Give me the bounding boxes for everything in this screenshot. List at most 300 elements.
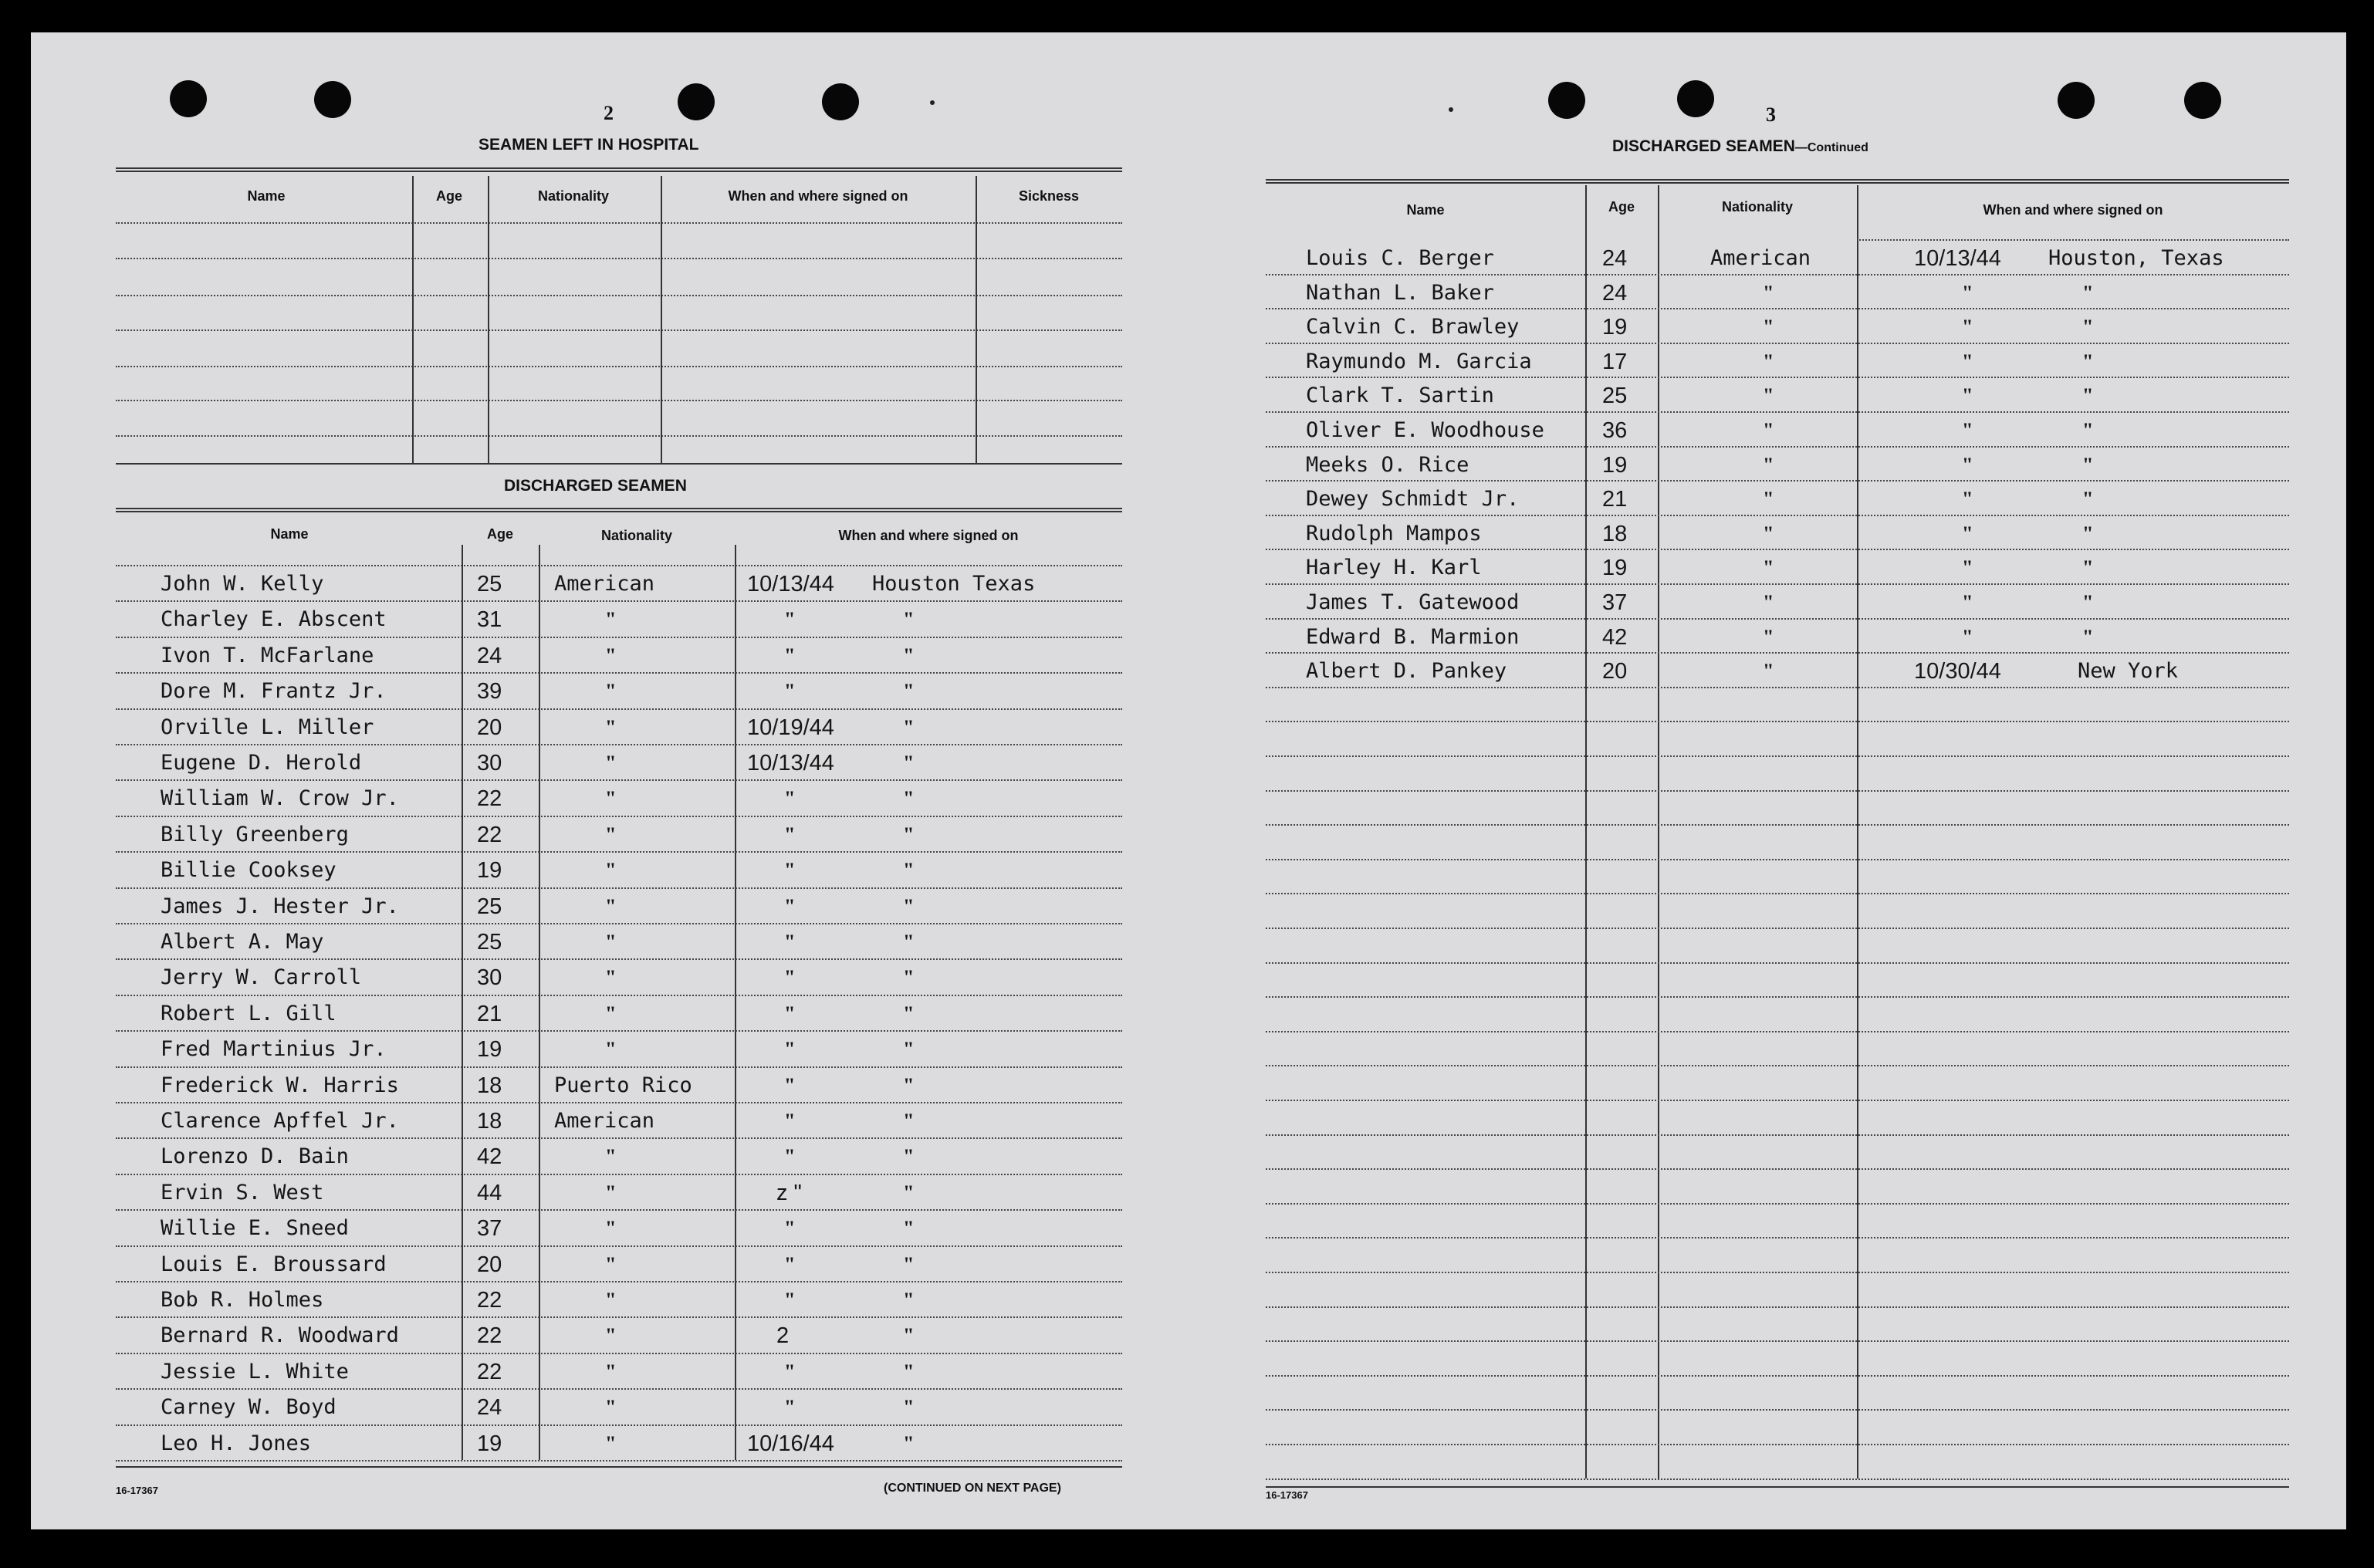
- signed-on-date: ": [784, 1002, 796, 1025]
- signed-on-date: 10/13/44: [747, 751, 834, 776]
- signed-on-place: Houston, Texas: [2048, 246, 2224, 270]
- table-row: [31, 672, 1127, 708]
- signed-on-place: ": [2082, 281, 2094, 304]
- seaman-name: William W. Crow Jr.: [161, 786, 399, 811]
- hospital-col-age: Age: [435, 188, 462, 204]
- table-row-line: [1266, 790, 2289, 792]
- signed-on-place: ": [903, 680, 915, 703]
- seaman-name: Charley E. Abscent: [161, 607, 387, 632]
- signed-on-date: ": [784, 1396, 796, 1419]
- seaman-name: James J. Hester Jr.: [161, 894, 399, 918]
- table-row: [31, 995, 1127, 1030]
- discharged-col-age: Age: [486, 526, 513, 542]
- table-row-line: [1266, 1306, 2289, 1308]
- punch-hole: [170, 80, 207, 117]
- seaman-nationality: ": [605, 823, 617, 846]
- seaman-name: Bernard R. Woodward: [161, 1323, 399, 1348]
- seaman-nationality: ": [605, 1002, 617, 1025]
- seaman-nationality: ": [605, 1038, 617, 1061]
- signed-on-place: ": [903, 787, 915, 810]
- seaman-nationality: American: [554, 1109, 655, 1133]
- table-row-line: [116, 1460, 1122, 1462]
- table-row-line: [1266, 1444, 2289, 1445]
- signed-on-date: z ": [776, 1180, 802, 1205]
- table-row-line: [116, 222, 1122, 224]
- signed-on-place: ": [903, 1038, 915, 1061]
- signed-on-place: ": [903, 859, 915, 882]
- signed-on-place: ": [2082, 591, 2094, 613]
- signed-on-date: ": [784, 1252, 796, 1276]
- table-row: [31, 779, 1127, 815]
- seaman-nationality: ": [605, 859, 617, 882]
- seaman-age: 24: [1602, 246, 1628, 271]
- punch-hole: [822, 83, 859, 120]
- signed-on-place: ": [903, 644, 915, 667]
- signed-on-date: ": [784, 859, 796, 882]
- seaman-name: Eugene D. Herold: [161, 751, 362, 775]
- seaman-name: Ervin S. West: [161, 1180, 324, 1205]
- left-page: [31, 32, 1204, 1529]
- signed-on-place: ": [903, 1324, 915, 1347]
- signed-on-place: ": [903, 1073, 915, 1097]
- continued-title: [1612, 137, 1868, 156]
- seaman-nationality: ": [1763, 453, 1774, 476]
- seaman-nationality: ": [1763, 522, 1774, 545]
- table-row-line: [1266, 1168, 2289, 1170]
- seaman-age: 36: [1602, 418, 1628, 443]
- signed-on-date: ": [1962, 384, 1973, 407]
- table-row-line: [1266, 1272, 2289, 1273]
- seaman-age: 19: [1602, 556, 1628, 581]
- seaman-name: Bob R. Holmes: [161, 1288, 324, 1312]
- punch-hole: [1548, 82, 1585, 119]
- discharged-col-name: Name: [270, 526, 309, 542]
- seaman-age: 18: [477, 1109, 502, 1134]
- column-divider: [488, 176, 489, 465]
- signed-on-place: ": [903, 1002, 915, 1025]
- signed-on-place: Houston Texas: [872, 572, 1036, 596]
- table-row: [31, 923, 1127, 958]
- seaman-nationality: ": [1763, 660, 1774, 683]
- seaman-age: 22: [477, 1288, 502, 1313]
- table-row-line: [1266, 962, 2289, 964]
- seaman-name: Jerry W. Carroll: [161, 965, 362, 990]
- seaman-age: 22: [477, 786, 502, 812]
- table-row: [31, 887, 1127, 923]
- signed-on-date: ": [1962, 625, 1973, 648]
- signed-on-place: ": [903, 894, 915, 917]
- table-row-line: [1266, 1065, 2289, 1066]
- seaman-nationality: ": [1763, 384, 1774, 407]
- signed-on-date: ": [784, 644, 796, 667]
- seaman-name: Louis C. Berger: [1306, 246, 1494, 270]
- seaman-nationality: ": [1763, 350, 1774, 373]
- table-row: [31, 816, 1127, 851]
- seaman-nationality: ": [605, 608, 617, 631]
- seaman-age: 44: [477, 1180, 502, 1205]
- table-row-line: [1266, 1100, 2289, 1101]
- seaman-nationality: ": [1763, 419, 1774, 441]
- signed-on-place: ": [2082, 556, 2094, 580]
- seaman-name: Oliver E. Woodhouse: [1306, 418, 1544, 442]
- table-row-line: [116, 258, 1122, 259]
- table-row: [31, 1353, 1127, 1388]
- table-row: [31, 958, 1127, 994]
- column-divider: [976, 176, 977, 465]
- table-row-line: [1266, 1203, 2289, 1205]
- seaman-name: Ivon T. McFarlane: [161, 643, 374, 667]
- table-row: [1204, 652, 2300, 687]
- signed-on-date: ": [784, 931, 796, 953]
- seaman-nationality: ": [605, 1396, 617, 1419]
- signed-on-place: ": [903, 752, 915, 774]
- form-number: 16-17367: [1266, 1489, 1308, 1501]
- seaman-nationality: ": [1763, 281, 1774, 304]
- table-row-line: [1266, 893, 2289, 894]
- signed-on-date: ": [784, 1217, 796, 1240]
- signed-on-place: ": [903, 1110, 915, 1132]
- seaman-nationality: ": [605, 1145, 617, 1168]
- seaman-nationality: ": [605, 931, 617, 953]
- signed-on-date: ": [1962, 453, 1973, 476]
- signed-on-date: ": [784, 680, 796, 703]
- seaman-age: 30: [477, 751, 502, 776]
- signed-on-date: ": [784, 1145, 796, 1168]
- seaman-age: 39: [477, 679, 502, 705]
- seaman-age: 25: [477, 930, 502, 955]
- signed-on-date: 10/13/44: [747, 572, 834, 596]
- table-row-line: [1266, 1134, 2289, 1136]
- table-row: [31, 1174, 1127, 1209]
- signed-on-place: ": [903, 1181, 915, 1204]
- seaman-age: 17: [1602, 349, 1628, 374]
- signed-on-date: ": [1962, 591, 1973, 613]
- right-col-signed-on: When and where signed on: [1983, 202, 2163, 218]
- signed-on-date: 2: [776, 1323, 790, 1349]
- seaman-nationality: ": [1763, 488, 1774, 511]
- seaman-name: Meeks O. Rice: [1306, 452, 1469, 477]
- seaman-name: Albert A. May: [161, 930, 324, 954]
- column-divider: [661, 176, 662, 465]
- hospital-top-rule: [116, 167, 1122, 172]
- seaman-name: Billie Cooksey: [161, 858, 336, 883]
- seaman-name: Orville L. Miller: [161, 715, 374, 739]
- table-bottom-rule: [1266, 1486, 2289, 1488]
- table-row: [1204, 274, 2300, 309]
- seaman-name: Fred Martinius Jr.: [161, 1037, 387, 1062]
- table-row-line: [1266, 1237, 2289, 1239]
- table-row-line: [1266, 859, 2289, 860]
- table-row: [31, 851, 1127, 887]
- signed-on-date: ": [784, 1360, 796, 1383]
- table-row-line: [116, 400, 1122, 401]
- hospital-bottom-rule: [116, 463, 1122, 465]
- seaman-nationality: ": [605, 752, 617, 774]
- signed-on-date: ": [1962, 488, 1973, 511]
- seaman-age: 24: [477, 643, 502, 668]
- signed-on-place: ": [2082, 453, 2094, 476]
- signed-on-date: ": [1962, 419, 1973, 441]
- signed-on-date: 10/19/44: [747, 715, 834, 740]
- hospital-col-name: Name: [247, 188, 286, 204]
- page-number: 3: [1766, 103, 1776, 126]
- discharged-col-signed-on: When and where signed on: [838, 528, 1019, 543]
- signed-on-date: ": [1962, 556, 1973, 580]
- table-row: [31, 1209, 1127, 1245]
- page-number: 2: [604, 102, 614, 124]
- seaman-age: 22: [477, 1359, 502, 1384]
- discharged-col-nationality: Nationality: [600, 528, 672, 543]
- table-row: [1204, 515, 2300, 549]
- table-row: [31, 1424, 1127, 1460]
- seaman-age: 19: [477, 1037, 502, 1063]
- seaman-name: Edward B. Marmion: [1306, 624, 1520, 649]
- table-row-line: [116, 366, 1122, 367]
- seaman-age: 37: [477, 1216, 502, 1242]
- signed-on-place: ": [2082, 384, 2094, 407]
- seaman-name: Dore M. Frantz Jr.: [161, 679, 387, 704]
- seaman-nationality: Puerto Rico: [554, 1073, 692, 1097]
- speck: [930, 100, 935, 105]
- table-row: [1204, 377, 2300, 411]
- punch-hole: [314, 81, 351, 118]
- signed-on-date: 10/16/44: [747, 1431, 834, 1456]
- hospital-title: SEAMEN LEFT IN HOSPITAL: [479, 136, 699, 154]
- seaman-nationality: ": [605, 1360, 617, 1383]
- table-row: [31, 744, 1127, 779]
- seaman-age: 19: [477, 1431, 502, 1456]
- right-top-rule: [1266, 179, 2289, 184]
- signed-on-place: ": [2082, 419, 2094, 441]
- seaman-nationality: ": [605, 1217, 617, 1240]
- seaman-name: John W. Kelly: [161, 572, 324, 596]
- table-row-line: [116, 329, 1122, 331]
- signed-on-date: ": [784, 823, 796, 846]
- seaman-nationality: American: [554, 572, 655, 596]
- seaman-name: James T. Gatewood: [1306, 590, 1520, 614]
- hospital-col-signed-on: When and where signed on: [728, 188, 908, 204]
- seaman-nationality: ": [605, 787, 617, 810]
- seaman-name: Louis E. Broussard: [161, 1252, 387, 1276]
- speck: [1449, 107, 1453, 112]
- table-row: [31, 637, 1127, 672]
- seaman-age: 31: [477, 607, 502, 633]
- table-row: [1204, 549, 2300, 583]
- hospital-col-nationality: Nationality: [537, 188, 609, 204]
- discharged-top-rule: [116, 508, 1122, 512]
- table-row-line: [1266, 824, 2289, 826]
- seaman-name: Dewey Schmidt Jr.: [1306, 487, 1520, 512]
- seaman-name: Calvin C. Brawley: [1306, 315, 1520, 340]
- table-row: [1204, 411, 2300, 446]
- table-row: [1204, 308, 2300, 343]
- signed-on-place: ": [903, 1431, 915, 1455]
- seaman-age: 25: [477, 894, 502, 919]
- signed-on-place: ": [903, 1217, 915, 1240]
- seaman-age: 30: [477, 965, 502, 991]
- table-row-line: [1266, 996, 2289, 998]
- table-row: [31, 565, 1127, 600]
- table-row-line: [1266, 1340, 2289, 1342]
- table-row-line: [1266, 1375, 2289, 1377]
- seaman-name: Frederick W. Harris: [161, 1073, 399, 1097]
- form-number: 16-17367: [116, 1485, 158, 1496]
- seaman-name: Leo H. Jones: [161, 1431, 312, 1455]
- signed-on-date: 10/30/44: [1914, 659, 2001, 684]
- signed-on-date: ": [784, 1038, 796, 1061]
- seaman-nationality: ": [605, 1431, 617, 1455]
- table-row-line: [116, 435, 1122, 437]
- seaman-nationality: ": [1763, 625, 1774, 648]
- seaman-nationality: ": [1763, 591, 1774, 613]
- column-divider: [412, 176, 414, 465]
- table-row-line: [1266, 721, 2289, 722]
- seaman-age: 24: [477, 1395, 502, 1421]
- seaman-age: 22: [477, 1323, 502, 1349]
- signed-on-date: ": [1962, 281, 1973, 304]
- seaman-nationality: ": [605, 715, 617, 738]
- seaman-name: Nathan L. Baker: [1306, 280, 1494, 305]
- table-row: [1204, 583, 2300, 618]
- seaman-age: 18: [477, 1073, 502, 1098]
- seaman-age: 19: [1602, 315, 1628, 340]
- seaman-name: Rudolph Mampos: [1306, 521, 1482, 546]
- signed-on-place: ": [903, 608, 915, 631]
- signed-on-date: ": [784, 894, 796, 917]
- signed-on-place: ": [2082, 350, 2094, 373]
- seaman-name: Robert L. Gill: [161, 1001, 336, 1026]
- seaman-age: 18: [1602, 521, 1628, 546]
- signed-on-place: ": [903, 1145, 915, 1168]
- seaman-name: Clarence Apffel Jr.: [161, 1109, 399, 1133]
- signed-on-place: New York: [2078, 659, 2179, 684]
- seaman-nationality: ": [605, 1289, 617, 1311]
- seaman-name: Jessie L. White: [161, 1359, 349, 1384]
- signed-on-date: ": [784, 1110, 796, 1132]
- table-row-line: [1266, 1478, 2289, 1480]
- seaman-age: 24: [1602, 280, 1628, 306]
- table-bottom-rule: [116, 1466, 1122, 1468]
- right-col-name: Name: [1406, 202, 1445, 218]
- signed-on-place: ": [903, 823, 915, 846]
- signed-on-date: ": [1962, 316, 1973, 339]
- continued-title-suffix: —Continued: [1794, 141, 1868, 154]
- signed-on-place: ": [903, 931, 915, 953]
- signed-on-place: ": [2082, 625, 2094, 648]
- right-col-age: Age: [1608, 199, 1635, 215]
- table-row: [31, 1281, 1127, 1316]
- table-row: [31, 1102, 1127, 1137]
- table-row: [31, 600, 1127, 636]
- seaman-name: Harley H. Karl: [1306, 556, 1482, 580]
- seaman-age: 42: [1602, 624, 1628, 650]
- seaman-name: Lorenzo D. Bain: [161, 1144, 349, 1169]
- punch-hole: [678, 83, 715, 120]
- table-row-line: [116, 295, 1122, 296]
- discharged-title: DISCHARGED SEAMEN: [504, 477, 687, 495]
- right-page: [1204, 32, 2346, 1529]
- table-row: [1204, 446, 2300, 481]
- seaman-name: Raymundo M. Garcia: [1306, 349, 1532, 373]
- table-row: [1204, 239, 2300, 274]
- seaman-name: Carney W. Boyd: [161, 1395, 336, 1420]
- table-row: [1204, 480, 2300, 515]
- seaman-age: 21: [477, 1001, 502, 1026]
- signed-on-place: ": [903, 1252, 915, 1276]
- signed-on-date: ": [1962, 522, 1973, 545]
- seaman-nationality: ": [605, 1252, 617, 1276]
- table-row-line: [1266, 687, 2289, 688]
- table-row-line: [1266, 755, 2289, 757]
- seaman-age: 19: [477, 858, 502, 884]
- signed-on-date: ": [784, 966, 796, 989]
- signed-on-date: ": [784, 787, 796, 810]
- seaman-age: 20: [477, 715, 502, 740]
- seaman-age: 22: [477, 822, 502, 847]
- table-row-line: [1266, 1031, 2289, 1032]
- table-row: [31, 708, 1127, 744]
- seaman-nationality: ": [605, 644, 617, 667]
- signed-on-place: ": [903, 1360, 915, 1383]
- table-row: [1204, 343, 2300, 377]
- continued-title-text: DISCHARGED SEAMEN: [1612, 137, 1795, 155]
- signed-on-date: ": [1962, 350, 1973, 373]
- punch-hole: [2184, 82, 2221, 119]
- seaman-age: 25: [477, 572, 502, 596]
- table-row: [1204, 618, 2300, 653]
- signed-on-place: ": [903, 715, 915, 738]
- seaman-age: 20: [477, 1252, 502, 1277]
- seaman-nationality: ": [1763, 316, 1774, 339]
- hospital-col-sickness: Sickness: [1018, 188, 1080, 204]
- seaman-nationality: ": [605, 1324, 617, 1347]
- signed-on-date: ": [784, 608, 796, 631]
- seaman-nationality: ": [605, 680, 617, 703]
- seaman-nationality: ": [605, 1181, 617, 1204]
- table-row: [31, 1137, 1127, 1173]
- signed-on-place: ": [903, 966, 915, 989]
- signed-on-date: ": [784, 1289, 796, 1311]
- seaman-age: 25: [1602, 384, 1628, 409]
- seaman-name: Billy Greenberg: [161, 822, 349, 847]
- table-row: [31, 1245, 1127, 1281]
- table-row: [31, 1388, 1127, 1424]
- signed-on-place: ": [2082, 316, 2094, 339]
- punch-hole: [1677, 80, 1714, 117]
- table-row-line: [1266, 928, 2289, 929]
- seaman-age: 42: [477, 1144, 502, 1170]
- signed-on-place: ": [2082, 522, 2094, 545]
- signed-on-date: 10/13/44: [1914, 246, 2001, 271]
- seaman-name: Clark T. Sartin: [1306, 384, 1494, 408]
- table-row: [31, 1030, 1127, 1066]
- seaman-age: 37: [1602, 590, 1628, 615]
- continued-note: (CONTINUED ON NEXT PAGE): [884, 1482, 1061, 1495]
- seaman-nationality: American: [1710, 246, 1811, 270]
- table-row: [31, 1316, 1127, 1352]
- right-col-nationality: Nationality: [1721, 199, 1793, 215]
- seaman-age: 20: [1602, 659, 1628, 684]
- table-row-line: [1266, 1409, 2289, 1411]
- seaman-name: Willie E. Sneed: [161, 1216, 349, 1241]
- signed-on-date: ": [784, 1073, 796, 1097]
- signed-on-place: ": [903, 1396, 915, 1419]
- signed-on-place: ": [903, 1289, 915, 1311]
- seaman-nationality: ": [605, 966, 617, 989]
- seaman-nationality: ": [605, 894, 617, 917]
- seaman-age: 21: [1602, 487, 1628, 512]
- seaman-name: Albert D. Pankey: [1306, 659, 1507, 684]
